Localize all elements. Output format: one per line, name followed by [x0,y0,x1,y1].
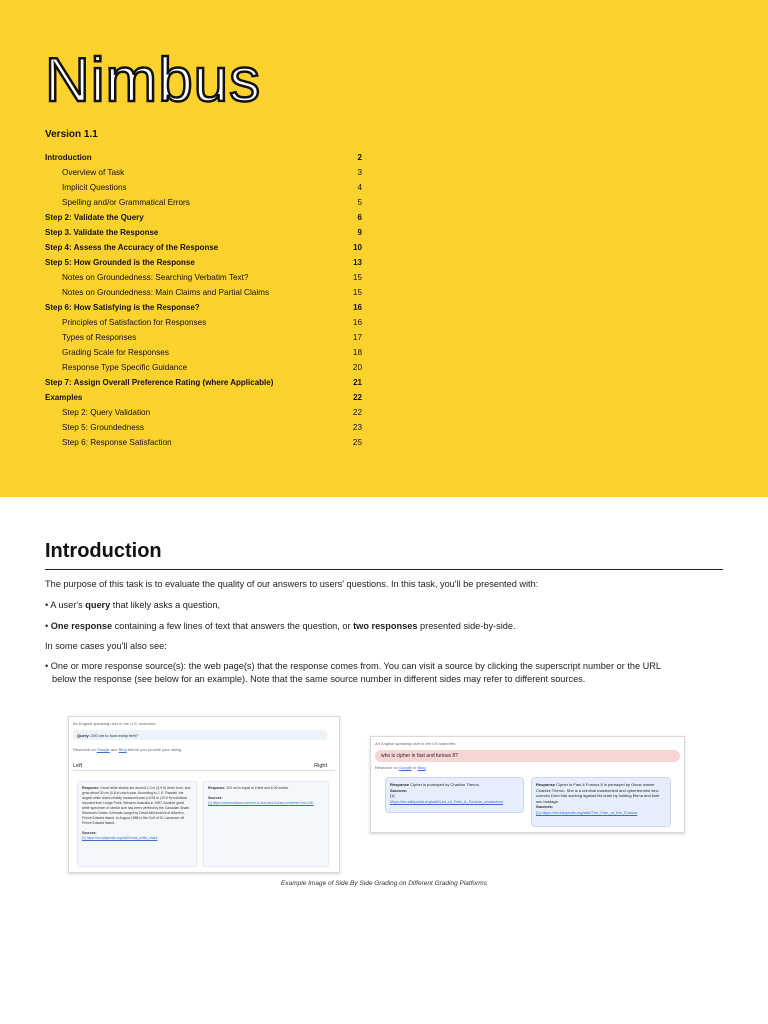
toc-entry-page: 5 [357,198,362,207]
bullet-marker: • [45,621,49,631]
toc-entry-label: Introduction [45,153,92,162]
toc-entry[interactable] [45,375,362,390]
bing-link[interactable]: Bing [417,765,426,770]
toc-entry-page: 18 [352,348,362,357]
toc-entry[interactable] [45,360,362,375]
toc-entry-label: Step 3. Validate the Response [45,228,159,237]
toc-entry-label: Overview of Task [62,168,125,177]
left-label: Left [73,763,83,769]
toc-entry[interactable] [45,270,362,285]
intro-heading: Introduction [45,540,723,570]
left-source-link[interactable]: https://en.wikipedia.org/wiki/List_of_Fast_&_Furious_characters [390,798,503,804]
toc-entry-page: 20 [352,363,362,372]
query-box: who is cipher in fast and furious 8? [375,750,680,762]
toc-entry-label: Principles of Satisfaction for Responses [62,318,207,327]
toc-entry-label: Examples [45,393,83,402]
left-response-card: Response Cipher is portrayed by Charlize Theron. Sources: [1] https://en.wikipedia.org/wiki/List_of_Fast_&_Furious_characters [385,777,524,813]
toc-entry-page: 10 [353,243,362,252]
toc-entry-label: Step 2: Validate the Query [45,213,144,222]
google-link[interactable]: Google [398,765,412,770]
left-source-link[interactable]: [1] https://en.wikipedia.org/wiki/Great_white_shark [82,836,158,840]
figure-caption: Example Image of Side By Side Grading on Different Grading Platforms [281,880,487,887]
intro-section [45,540,723,570]
bullet-marker: • [45,661,49,671]
locale-text: An English speaking user in the U.S. searches: [73,721,157,726]
toc-entry[interactable] [45,150,362,165]
toc-entry-page: 13 [353,258,362,267]
google-link[interactable]: Google [96,747,110,752]
toc-entry-page: 6 [357,213,362,222]
right-response-card: Response Cipher in Fast & Furious 8 is portrayed by Oscar winner Charlize Theron. She is a criminal mastermind and cyberterrorist who coerces Dom into working against his team by holding Elena and their son hostage. Sources: [1] https://en.wikipedia.org/wiki/The_Fate_of_the_Furious [531,777,671,827]
bullet-query: • A user's query that likely asks a question, [45,600,221,610]
toc-entry-page: 16 [352,318,362,327]
toc-entry[interactable] [45,255,362,270]
research-text: Research on Google or Bing [375,765,426,770]
toc-entry-page: 23 [352,423,362,432]
toc-entry[interactable] [45,315,362,330]
toc-entry-page: 22 [352,408,362,417]
toc-entry-page: 2 [357,153,362,162]
example-screenshot-2 [370,736,685,833]
toc-entry[interactable] [45,435,362,450]
bing-link[interactable]: Bing [118,747,127,752]
toc-entry[interactable] [45,330,362,345]
toc-entry-label: Step 5: Groundedness [62,423,144,432]
locale-text: An English speaking user in the US searches: [375,741,457,746]
right-label: Right [314,763,327,769]
nimbus-logo: Nimbus [45,46,262,115]
toc-entry[interactable] [45,285,362,300]
toc-entry-page: 9 [357,228,362,237]
query-box: Query: 200 cm to how many feet? [73,730,327,740]
cover-section [0,0,768,497]
toc-entry-label: Step 4: Assess the Accuracy of the Response [45,243,219,252]
toc-entry-page: 16 [353,303,362,312]
example-screenshot-1 [68,716,340,873]
research-text: Research on Google and Bing before you provide your rating. [73,747,183,752]
bullet-responses: • One response containing a few lines of text that answers the question, or two responses presented side-by-side. [45,621,516,631]
toc-entry-label: Step 7: Assign Overall Preference Rating (where Applicable) [45,378,274,387]
toc-entry[interactable] [45,240,362,255]
toc-entry[interactable] [45,300,362,315]
left-response-card: Response: Great white sharks are around 1.3 m (3.9 ft) when born, and grow about 30 cm (0.8 in) each year. According to J. E. Randall, the largest white shark reliably measured was a 5.94 m (19.5 ft) individual reported from Ledge Point, Western Australia in 1987. Another great white specimen of similar size has been verified by the Canadian Shark Research Center: A female caught by David McKendrick of Alberton, Prince Edward Island, in August 1988 in the Gulf of St. Lawrence off Prince Edward Island. Sources: [1] https://en.wikipedia.org/wiki/Great_white_shark [77,781,197,867]
toc-entry[interactable] [45,210,362,225]
toc-entry[interactable] [45,225,362,240]
toc-entry[interactable] [45,195,362,210]
divider [73,770,335,771]
intro-paragraph: The purpose of this task is to evaluate the quality of our answers to users' questions. In this task, you'll be presented with: [45,579,539,589]
toc-entry-label: Implicit Questions [62,183,127,192]
toc-entry-page: 21 [353,378,362,387]
toc-entry[interactable] [45,345,362,360]
toc-entry[interactable] [45,420,362,435]
toc-entry-page: 25 [352,438,362,447]
right-response-card: Response: 200 cm is equal to 6 feet and 6.09 inches. Sources: [1] https://www.eddown.com/cm-to-feet-and-inches-converter?cm=190 [203,781,329,867]
toc-entry-label: Notes on Groundedness: Searching Verbatim Text? [62,273,249,282]
toc-entry-label: Step 2: Query Validation [62,408,151,417]
right-source-link[interactable]: [1] https://www.eddown.com/cm-to-feet-and-inches-converter?cm=190 [208,801,314,805]
toc-entry-page: 17 [352,333,362,342]
toc-entry-label: Step 6: Response Satisfaction [62,438,172,447]
version-label: Version 1.1 [45,129,98,140]
table-of-contents [45,150,362,450]
toc-entry-label: Types of Responses [62,333,137,342]
bullet-marker: • [45,600,49,610]
toc-entry-label: Grading Scale for Responses [62,348,169,357]
toc-entry-label: Step 5: How Grounded is the Response [45,258,195,267]
bullet-sources: • One or more response source(s): the web page(s) that the response comes from. You can visit a source by clicking the superscript number or the URL below the response (see below for an example). Note that the same source number in different sides may refer to different sources. [45,661,662,684]
toc-entry-label: Response Type Specific Guidance [62,363,188,372]
toc-entry[interactable] [45,165,362,180]
intro-paragraph-2: In some cases you'll also see: [45,641,167,651]
toc-entry[interactable] [45,390,362,405]
toc-entry-page: 3 [357,168,362,177]
toc-entry-label: Step 6: How Satisfying is the Response? [45,303,200,312]
toc-entry[interactable] [45,405,362,420]
toc-entry-page: 15 [352,288,362,297]
toc-entry-page: 22 [353,393,362,402]
toc-entry-page: 4 [357,183,362,192]
toc-entry-label: Spelling and/or Grammatical Errors [62,198,190,207]
toc-entry-page: 15 [352,273,362,282]
right-source-link[interactable]: [1] https://en.wikipedia.org/wiki/The_Fate_of_the_Furious [536,809,638,815]
toc-entry[interactable] [45,180,362,195]
toc-entry-label: Notes on Groundedness: Main Claims and Partial Claims [62,288,270,297]
